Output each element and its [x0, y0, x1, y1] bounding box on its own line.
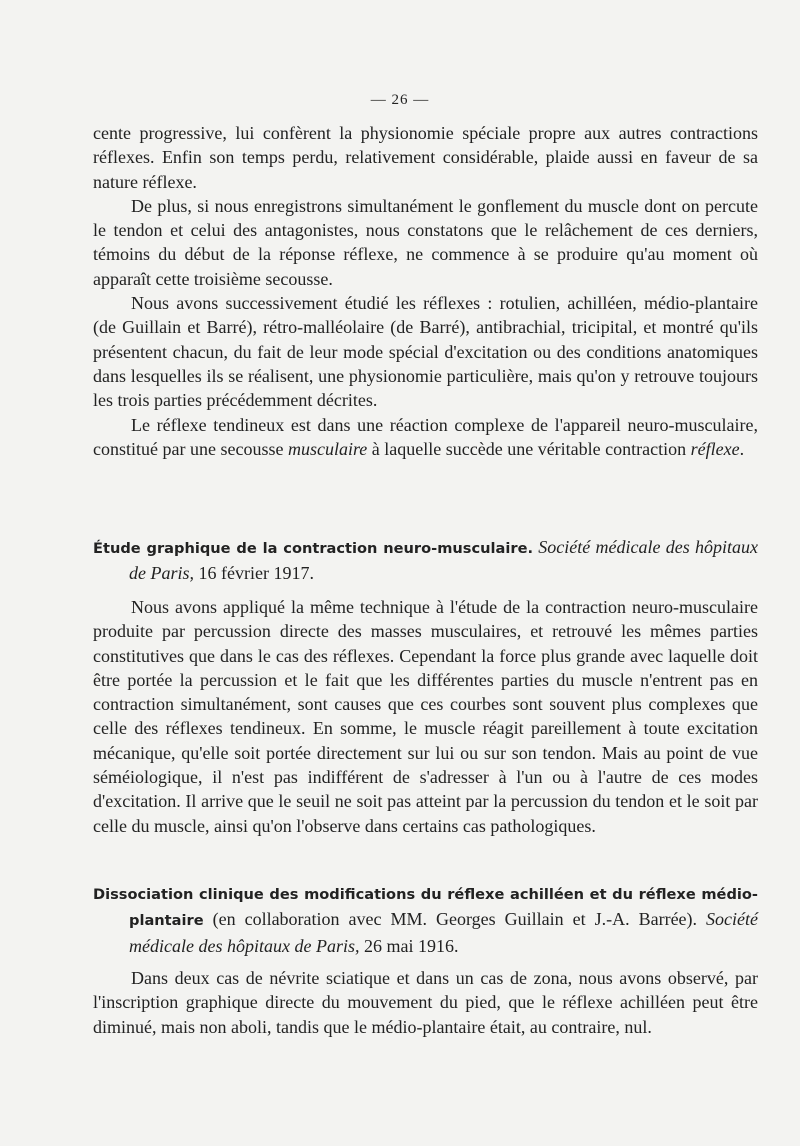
- publication-date: 16 février 1917.: [198, 563, 314, 584]
- section-heading: [93, 535, 758, 586]
- page-number: — 26 —: [370, 92, 430, 108]
- section-1-body: [93, 595, 758, 838]
- collaboration-note: (en collaboration avec MM. Georges Guillain et J.-A. Barrée).: [212, 909, 698, 930]
- emphasis: musculaire: [287, 438, 368, 459]
- paragraph-text: Le réflexe tendineux est dans une réaction complexe de l'appareil neuro-musculaire, constitué par une secousse: [93, 414, 758, 459]
- paragraph-text: à laquelle succède une véritable contraction: [367, 438, 691, 459]
- emphasis: réflexe: [690, 438, 740, 459]
- section-2-body: [93, 966, 758, 1039]
- section-2-heading: [93, 881, 758, 958]
- section-1-heading: [93, 535, 758, 586]
- publication-date: 26 mai 1916.: [363, 935, 459, 956]
- paragraph: De plus, si nous enregistrons simultanément le gonflement du muscle dont on percute le tendon et celui des antagonistes, nous constatons que le relâchement de ces derniers, témoins du début de la réponse réflexe, ne commence à se produire qu'au moment où apparaît cette troisième secousse.: [93, 195, 758, 289]
- paragraph-continuation: cente progressive, lui confèrent la physionomie spéciale propre aux autres contractions réflexes. Enfin son temps perdu, relativement considérable, plaide aussi en faveur de sa nature réflexe.: [93, 123, 758, 192]
- section-title: Étude graphique de la contraction neuro-musculaire.: [93, 540, 534, 557]
- section-title: Dissociation clinique des modifications du réflexe achilléen et du réflexe médio-plantaire: [93, 886, 758, 930]
- section-paragraph: Nous avons appliqué la même technique à l'étude de la contraction neuro-musculaire produite par percussion directe des masses musculaires, et retrouvé les mêmes parties constitutives que dans le cas des réflexes. Cependant la force plus grande avec laquelle doit être portée la percussion et le fait que les différentes parties du muscle n'entrent pas en contraction simultanément, sont causes que ces courbes sont souvent plus complexes que celle des réflexes tendineux. En somme, le muscle réagit pareillement à toute excitation mécanique, qu'elle soit portée directement sur lui ou sur son tendon. Mais au point de vue séméiologique, il n'est pas indifférent de s'adresser à l'un ou à l'autre de ces modes d'excitation. Il arrive que le seuil ne soit pas atteint par la percussion du tendon et le soit par celle du muscle, ainsi qu'on l'observe dans certains cas pathologiques.: [93, 597, 758, 836]
- section-heading: [93, 881, 758, 958]
- paragraph: Nous avons successivement étudié les réflexes : rotulien, achilléen, médio-plantaire (de Guillain et Barré), rétro-malléolaire (de Barré), antibrachial, tricipital, et montré qu'ils présentent chacun, du fait de leur mode spécial d'excitation ou des conditions anatomiques dans lesquelles ils se réalisent, une physionomie particulière, mais qu'on y retrouve toujours les trois parties précédemment décrites.: [93, 293, 758, 411]
- text-block-1: [93, 121, 758, 461]
- paragraph-text: .: [739, 438, 745, 459]
- section-paragraph: Dans deux cas de névrite sciatique et dans un cas de zona, nous avons observé, par l'inscription graphique directe du mouvement du pied, que le réflexe achilléen peut être diminué, mais non aboli, tandis que le médio-plantaire était, au contraire, nul.: [93, 968, 758, 1037]
- society-reference: Société médicale des hôpitaux de Paris,: [129, 537, 758, 584]
- paragraph-conclusion: [93, 413, 758, 462]
- society-reference: Société médicale des hôpitaux de Paris,: [129, 909, 759, 956]
